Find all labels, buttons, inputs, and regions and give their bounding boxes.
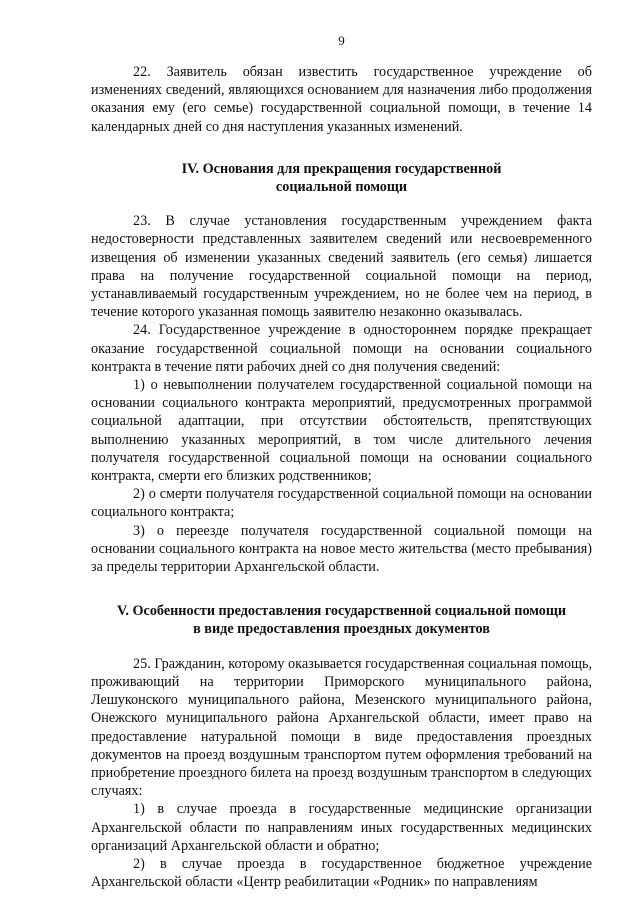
section-4-heading-line-2: социальной помощи — [275, 179, 408, 196]
section-5-heading-line-2: в виде предоставления проездных документов — [193, 621, 490, 638]
paragraph-24: 24. Государственное учреждение в одностороннем порядке прекращает оказание государственной социальной помощи на основании социального контракта в течение пяти рабочих дней со дня получения сведений: — [91, 322, 592, 375]
paragraph-25-item-1: 1) в случае проезда в государственные медицинские организации Архангельской области по направлениям иных государственных медицинских организаций Архангельской области и обратно; — [91, 801, 592, 854]
section-5-heading-line-1: V. Особенности предоставления государственной социальной помощи — [116, 603, 567, 620]
paragraph-22: 22. Заявитель обязан известить государственное учреждение об изменениях сведений, являющихся основанием для назначения либо продолжения оказания ему (его семье) государственной социальной помощи, в течение 14 календарных дней со дня наступления указанных изменений. — [91, 64, 592, 135]
paragraph-24-item-3: 3) о переезде получателя государственной социальной помощи на основании социального контракта на новое место жительства (место пребывания) за пределы территории Архангельской области. — [91, 522, 592, 576]
paragraph-23: 23. В случае установления государственным учреждением факта недостоверности представленных заявителем сведений или несвоевременного извещения об изменении указанных сведений заявитель (его семья) лишается права на получение государственной социальной помощи на период, устанавливаемый государственным учреждением, но не более чем на период, в течение которого указанная помощь заявителю незаконно оказывалась. — [91, 213, 592, 321]
section-4-heading-line-1: IV. Основания для прекращения государственной — [181, 160, 502, 177]
section-5-heading — [91, 602, 592, 638]
paragraph-24-item-1: 1) о невыполнении получателем государственной социальной помощи на основании социального контракта мероприятий, предусмотренных программой социальной адаптации, при отсутствии обстоятельств, препятствующих выполнению указанных мероприятий, в том числе длительного лечения получателя государственной социальной помощи на основании социального контракта, смерти его близких родственников; — [91, 377, 592, 485]
section-4-heading — [91, 160, 592, 196]
page-number: 9 — [338, 33, 345, 48]
paragraph-24-item-2: 2) о смерти получателя государственной социальной помощи на основании социального контракта; — [91, 486, 592, 521]
paragraph-25: 25. Гражданин, которому оказывается государственная социальная помощь, проживающий на территории Приморского муниципального района, Лешуконского муниципального района, Мезенского муниципального района, Онежского муниципального района Архангельской области, имеет право на предоставление натуральной помощи в виде предоставления проездных документов на проезд воздушным транспортом путем оформления требований на приобретение проездного билета на проезд воздушным транспортом в следующих случаях: — [91, 655, 592, 800]
paragraph-25-item-2: 2) в случае проезда в государственное бюджетное учреждение Архангельской области «Центр реабилитации «Родник» по направлениям — [91, 855, 592, 891]
